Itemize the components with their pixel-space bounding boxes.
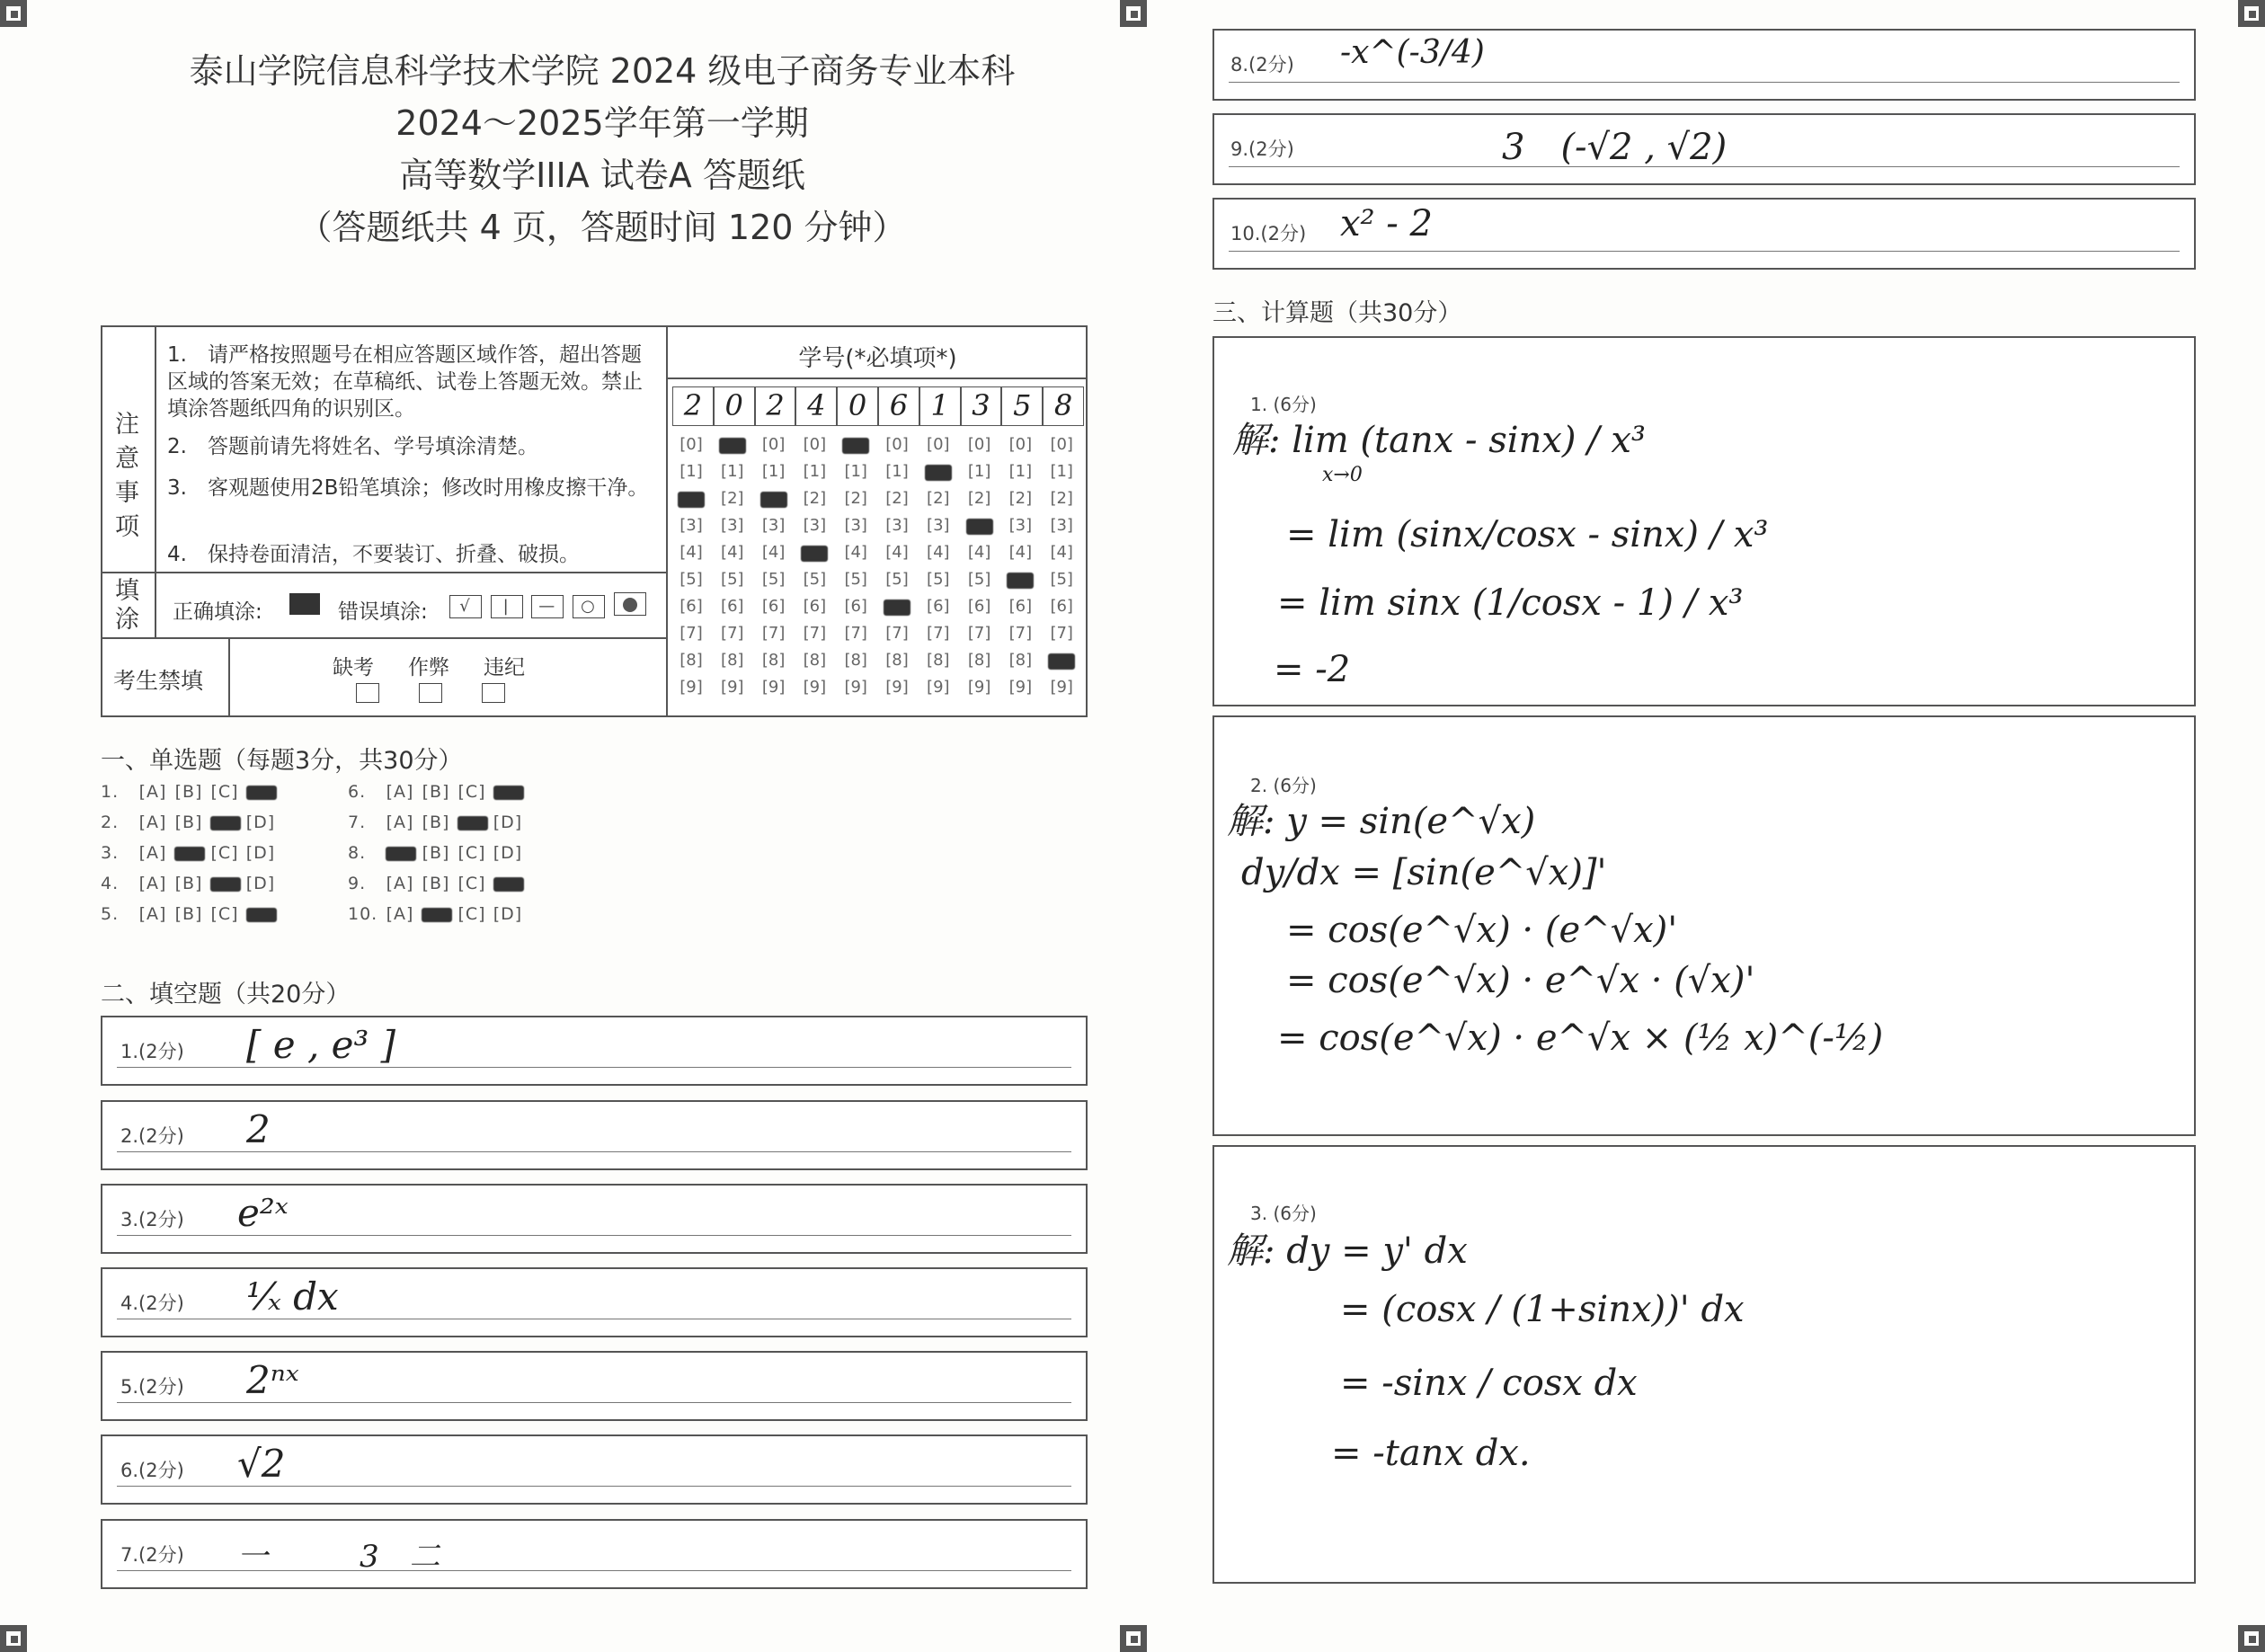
fill-answer-box-7[interactable] — [101, 1519, 1088, 1589]
id-bubble[interactable]: [3] — [1008, 516, 1033, 535]
id-bubble[interactable]: [4] — [885, 543, 909, 562]
mc-option[interactable]: [D] — [245, 874, 276, 893]
notice-item-4: 4. 保持卷面清洁，不要装订、折叠、破损。 — [167, 543, 580, 566]
fill-answer-4: ¹⁄ₓ dx — [246, 1275, 339, 1319]
mc-option-filled[interactable] — [490, 874, 526, 893]
id-bubble[interactable]: [8] — [680, 651, 703, 670]
id-bubble[interactable]: [3] — [844, 516, 867, 535]
id-digit: 0 — [837, 386, 878, 426]
mc-option[interactable]: [C] — [457, 904, 486, 924]
fill-answer-3: e²ˣ — [237, 1191, 289, 1235]
fill-answer-7: 一 3 二 — [237, 1539, 440, 1575]
notice-table — [101, 325, 1088, 717]
id-bubble[interactable]: [0] — [967, 435, 991, 454]
mc-fill-mark — [246, 786, 277, 800]
fill-label-7: 7.(2分) — [120, 1544, 184, 1566]
calc1-step-1: 解: lim (tanx - sinx) / x³ — [1232, 420, 1646, 461]
student-id-digits — [672, 386, 1084, 426]
mc-fill-mark — [457, 816, 488, 830]
semester-line: 2024～2025学年第一学期 — [395, 103, 809, 143]
mc-option[interactable]: [A] — [138, 813, 167, 832]
calc2-step-4: = cos(e^√x) · e^√x · (√x)' — [1286, 960, 1755, 1001]
id-bubble-filled[interactable] — [760, 492, 787, 508]
id-bubble[interactable]: [8] — [721, 651, 744, 670]
id-bubble[interactable]: [9] — [1008, 678, 1033, 697]
id-bubble[interactable]: [9] — [885, 678, 909, 697]
fill-answer-box-1[interactable] — [101, 1016, 1088, 1086]
mc-question-number: 4. — [101, 874, 120, 893]
corner-mark-bottom-left — [0, 1625, 27, 1652]
mc-option[interactable]: [C] — [210, 782, 239, 802]
calc3-step-2: = (cosx / (1+sinx))' dx — [1340, 1289, 1745, 1330]
id-bubble[interactable]: [9] — [680, 678, 703, 697]
fill-answer-6: √2 — [237, 1442, 286, 1486]
wrong-fill-samples: √ | — ○ — [449, 591, 646, 618]
id-bubble[interactable]: [2] — [885, 489, 909, 508]
id-bubble-filled[interactable] — [842, 438, 869, 454]
id-digit: 8 — [1043, 386, 1084, 426]
id-digit: 5 — [1001, 386, 1043, 426]
fill-label-6: 6.(2分) — [120, 1460, 184, 1481]
id-bubble-filled[interactable] — [1007, 573, 1034, 589]
mc-option[interactable]: [C] — [457, 874, 486, 893]
calc2-step-1: 解: y = sin(e^√x) — [1227, 801, 1536, 842]
id-bubble[interactable]: [7] — [1008, 624, 1033, 643]
id-bubble[interactable]: [5] — [803, 570, 827, 589]
section3-title: 三、计算题（共30分） — [1212, 299, 1462, 327]
id-bubble[interactable]: [7] — [761, 624, 786, 643]
mc-option[interactable]: [A] — [138, 782, 167, 802]
fill-answer-10: x² - 2 — [1340, 203, 1433, 244]
id-bubble[interactable]: [5] — [1050, 570, 1073, 589]
mc-option[interactable]: [B] — [174, 813, 203, 832]
id-bubble[interactable]: [0] — [803, 435, 827, 454]
mc-option[interactable]: [D] — [493, 813, 523, 832]
id-bubble[interactable]: [6] — [1008, 597, 1033, 616]
id-bubble[interactable]: [8] — [1008, 651, 1033, 670]
id-bubble[interactable]: [4] — [844, 543, 867, 562]
fill-answer-box-8[interactable] — [1212, 29, 2196, 101]
mc-option-filled[interactable] — [418, 904, 454, 924]
calc3-step-3: = -sinx / cosx dx — [1340, 1363, 1638, 1404]
id-bubble[interactable]: [9] — [967, 678, 991, 697]
violation-checkbox[interactable] — [482, 683, 505, 703]
calc-label-3: 3. (6分) — [1250, 1203, 1317, 1224]
fill-label-2: 2.(2分) — [120, 1125, 184, 1147]
mc-answer-grid[interactable] — [101, 782, 604, 935]
mc-option[interactable]: [A] — [138, 843, 167, 863]
section2-title: 二、填空题（共20分） — [101, 981, 351, 1008]
mc-option-filled[interactable] — [243, 904, 279, 924]
mc-option[interactable]: [B] — [174, 904, 203, 924]
calc3-step-1: 解: dy = y' dx — [1227, 1230, 1468, 1272]
mc-question-row[interactable] — [101, 843, 279, 863]
id-bubble-filled[interactable] — [884, 600, 910, 616]
calc-answer-box-1[interactable] — [1212, 336, 2196, 706]
id-digit: 4 — [795, 386, 837, 426]
id-bubble-filled[interactable] — [801, 546, 828, 562]
mc-fill-mark — [246, 908, 277, 922]
id-bubble[interactable]: [6] — [803, 597, 827, 616]
mc-option[interactable]: [A] — [138, 904, 167, 924]
mc-option-filled[interactable] — [454, 813, 490, 832]
fill-answer-2: 2 — [246, 1107, 271, 1151]
mc-question-row[interactable] — [348, 813, 526, 832]
fill-answer-box-10[interactable] — [1212, 198, 2196, 270]
fill-label-10: 10.(2分) — [1230, 223, 1307, 244]
id-bubble[interactable]: [4] — [761, 543, 786, 562]
mc-option[interactable]: [A] — [386, 782, 414, 802]
id-bubble[interactable]: [1] — [844, 462, 867, 481]
fill-label-5: 5.(2分) — [120, 1376, 184, 1398]
id-bubble[interactable]: [5] — [844, 570, 867, 589]
mc-option[interactable]: [A] — [138, 874, 167, 893]
fill-answer-box-9[interactable] — [1212, 113, 2196, 185]
exam-name: 高等数学IIIA 试卷A 答题纸 — [399, 155, 805, 195]
id-bubble[interactable]: [3] — [721, 516, 744, 535]
mc-question-number: 5. — [101, 904, 120, 924]
calc1-step-1-sub: x→0 — [1322, 464, 1363, 486]
id-bubble[interactable]: [0] — [1008, 435, 1033, 454]
fill-answer-8: -x^(-3/4) — [1340, 34, 1485, 71]
id-bubble[interactable]: [0] — [927, 435, 950, 454]
id-bubble[interactable]: [9] — [1050, 678, 1073, 697]
id-bubble[interactable]: [6] — [761, 597, 786, 616]
id-digit: 2 — [755, 386, 796, 426]
id-bubble[interactable]: [4] — [721, 543, 744, 562]
mc-option[interactable]: [D] — [245, 813, 276, 832]
mc-option[interactable]: [C] — [457, 843, 486, 863]
id-bubble[interactable]: [9] — [761, 678, 786, 697]
mc-option[interactable]: [C] — [457, 782, 486, 802]
id-bubble[interactable]: [7] — [721, 624, 744, 643]
calc1-step-2: = lim (sinx/cosx - sinx) / x³ — [1286, 514, 1769, 555]
id-bubble[interactable]: [0] — [885, 435, 909, 454]
mc-question-row[interactable] — [348, 874, 526, 893]
id-bubble[interactable]: [9] — [844, 678, 867, 697]
id-bubble[interactable]: [2] — [1008, 489, 1033, 508]
id-bubble[interactable]: [3] — [761, 516, 786, 535]
id-bubble[interactable]: [7] — [885, 624, 909, 643]
mc-option[interactable]: [A] — [386, 874, 414, 893]
id-bubble[interactable]: [4] — [967, 543, 991, 562]
id-bubble[interactable]: [2] — [927, 489, 950, 508]
id-bubble[interactable]: [1] — [721, 462, 744, 481]
section1-title: 一、单选题（每题3分，共30分） — [101, 747, 463, 775]
mc-question-row[interactable] — [101, 904, 279, 924]
mc-question-row[interactable] — [348, 782, 526, 802]
notice-item-3: 3. 客观题使用2B铅笔填涂；修改时用橡皮擦干净。 — [167, 476, 649, 500]
id-bubble[interactable]: [1] — [967, 462, 991, 481]
fill-side-label: 填涂 — [115, 577, 139, 634]
id-bubble[interactable]: [2] — [803, 489, 827, 508]
id-bubble[interactable]: [5] — [761, 570, 786, 589]
notice-item-2: 2. 答题前请先将姓名、学号填涂清楚。 — [167, 435, 538, 458]
fill-label-8: 8.(2分) — [1230, 54, 1294, 75]
student-id-bubble-grid[interactable] — [672, 435, 1084, 705]
id-bubble[interactable]: [1] — [761, 462, 786, 481]
mc-fill-mark — [210, 877, 241, 892]
mc-question-number: 6. — [348, 782, 367, 802]
id-bubble[interactable]: [6] — [844, 597, 867, 616]
mc-option[interactable]: [B] — [422, 782, 450, 802]
corner-mark-top-middle — [1120, 0, 1147, 27]
mc-fill-mark — [422, 908, 452, 922]
id-bubble[interactable]: [5] — [680, 570, 703, 589]
id-bubble[interactable]: [7] — [927, 624, 950, 643]
calc1-step-4: = -2 — [1274, 649, 1351, 690]
id-bubble[interactable]: [1] — [1008, 462, 1033, 481]
mc-option[interactable]: [B] — [174, 874, 203, 893]
mc-option[interactable]: [A] — [386, 813, 414, 832]
id-digit: 1 — [919, 386, 961, 426]
id-bubble[interactable]: [2] — [721, 489, 744, 508]
corner-mark-top-right — [2238, 0, 2265, 27]
id-bubble[interactable]: [4] — [680, 543, 703, 562]
calc-answer-box-2[interactable] — [1212, 715, 2196, 1136]
mc-question-number: 10. — [348, 904, 378, 924]
correct-fill-sample — [289, 593, 320, 615]
id-bubble[interactable]: [6] — [1050, 597, 1073, 616]
mc-question-row[interactable] — [101, 782, 279, 802]
id-bubble[interactable]: [3] — [680, 516, 703, 535]
absent-checkbox[interactable] — [356, 683, 379, 703]
corner-mark-top-left — [0, 0, 27, 27]
mc-option[interactable]: [A] — [386, 904, 414, 924]
mc-fill-mark — [210, 816, 241, 830]
id-bubble[interactable]: [7] — [967, 624, 991, 643]
mc-question-number: 1. — [101, 782, 120, 802]
mc-question-row[interactable] — [348, 843, 526, 863]
absent-label: 缺考 — [333, 656, 374, 679]
mc-question-number: 7. — [348, 813, 367, 832]
cheat-label: 作弊 — [408, 656, 449, 679]
corner-mark-bottom-middle — [1120, 1625, 1147, 1652]
mc-option-filled[interactable] — [171, 843, 207, 863]
fill-label-3: 3.(2分) — [120, 1209, 184, 1230]
id-bubble-filled[interactable] — [678, 492, 705, 508]
mc-question-number: 3. — [101, 843, 120, 863]
id-bubble[interactable]: [4] — [927, 543, 950, 562]
correct-fill-label: 正确填涂: — [173, 600, 262, 624]
mc-option[interactable]: [B] — [422, 843, 450, 863]
notice-side-label: 注意事项 — [115, 411, 139, 541]
id-bubble[interactable]: [1] — [680, 462, 703, 481]
mc-option-filled[interactable] — [207, 813, 243, 832]
mc-question-number: 9. — [348, 874, 367, 893]
fill-label-9: 9.(2分) — [1230, 138, 1294, 160]
id-bubble[interactable]: [1] — [885, 462, 909, 481]
id-bubble[interactable]: [3] — [927, 516, 950, 535]
id-bubble-filled[interactable] — [1048, 653, 1075, 670]
id-digit: 0 — [714, 386, 755, 426]
id-bubble[interactable]: [6] — [721, 597, 744, 616]
id-bubble[interactable]: [9] — [803, 678, 827, 697]
calc3-step-4: = -tanx dx. — [1331, 1433, 1531, 1474]
violation-label: 违纪 — [484, 656, 525, 679]
page-title: 泰山学院信息科学技术学院 2024 级电子商务专业本科 — [189, 51, 1016, 91]
calc2-step-2: dy/dx = [sin(e^√x)]' — [1241, 852, 1607, 893]
calc1-step-3: = lim sinx (1/cosx - 1) / x³ — [1277, 582, 1744, 624]
id-bubble[interactable]: [8] — [967, 651, 991, 670]
mc-question-row[interactable] — [101, 813, 279, 832]
id-bubble[interactable]: [7] — [844, 624, 867, 643]
id-bubble[interactable]: [9] — [927, 678, 950, 697]
id-bubble[interactable]: [6] — [967, 597, 991, 616]
wrong-fill-label: 错误填涂: — [338, 600, 428, 624]
id-bubble-filled[interactable] — [925, 465, 952, 481]
mc-option[interactable]: [D] — [493, 904, 523, 924]
id-bubble-filled[interactable] — [966, 519, 993, 535]
id-bubble[interactable]: [1] — [803, 462, 827, 481]
id-bubble[interactable]: [5] — [927, 570, 950, 589]
fill-label-1: 1.(2分) — [120, 1041, 184, 1062]
fill-answer-box-5[interactable] — [101, 1351, 1088, 1421]
id-bubble[interactable]: [8] — [761, 651, 786, 670]
id-bubble[interactable]: [1] — [1050, 462, 1073, 481]
mc-question-row[interactable] — [348, 904, 526, 924]
id-bubble[interactable]: [6] — [927, 597, 950, 616]
fill-answer-5: 2ⁿˣ — [246, 1358, 299, 1402]
id-bubble[interactable]: [8] — [927, 651, 950, 670]
id-bubble[interactable]: [8] — [844, 651, 867, 670]
id-digit: 6 — [878, 386, 919, 426]
mc-option-filled[interactable] — [243, 782, 279, 802]
id-bubble[interactable]: [8] — [885, 651, 909, 670]
mc-option[interactable]: [B] — [174, 782, 203, 802]
id-bubble[interactable]: [5] — [885, 570, 909, 589]
corner-mark-bottom-right — [2238, 1625, 2265, 1652]
mc-question-number: 2. — [101, 813, 120, 832]
id-digit: 2 — [672, 386, 714, 426]
fill-answer-box-6[interactable] — [101, 1434, 1088, 1505]
mc-option[interactable]: [C] — [210, 904, 239, 924]
calc-label-2: 2. (6分) — [1250, 775, 1317, 796]
mc-option-filled[interactable] — [490, 782, 526, 802]
id-bubble[interactable]: [2] — [844, 489, 867, 508]
id-bubble[interactable]: [0] — [1050, 435, 1073, 454]
fill-label-4: 4.(2分) — [120, 1292, 184, 1314]
cheat-checkbox[interactable] — [419, 683, 442, 703]
exam-info: （答题纸共 4 页，答题时间 120 分钟） — [298, 208, 907, 247]
id-bubble[interactable]: [4] — [1008, 543, 1033, 562]
id-bubble[interactable]: [0] — [761, 435, 786, 454]
student-id-title: 学号(*必填项*) — [798, 345, 957, 372]
mc-option-filled[interactable] — [382, 843, 418, 863]
mc-option[interactable]: [B] — [422, 813, 450, 832]
id-bubble[interactable]: [5] — [721, 570, 744, 589]
id-bubble[interactable]: [3] — [803, 516, 827, 535]
mc-question-number: 8. — [348, 843, 367, 863]
id-bubble[interactable]: [2] — [1050, 489, 1073, 508]
id-bubble[interactable]: [6] — [680, 597, 703, 616]
fill-answer-box-4[interactable] — [101, 1267, 1088, 1337]
calc-answer-box-3[interactable] — [1212, 1145, 2196, 1584]
mc-option[interactable]: [B] — [422, 874, 450, 893]
fill-answer-1: [ e , e³ ] — [246, 1023, 396, 1067]
mc-fill-mark — [386, 847, 416, 861]
notice-item-1: 1. 请严格按照题号在相应答题区域作答，超出答题区域的答案无效；在草稿纸、试卷上答题无效。禁止填涂答题纸四角的识别区。 — [167, 343, 643, 421]
calc2-step-3: = cos(e^√x) · (e^√x)' — [1286, 910, 1678, 951]
id-bubble[interactable]: [7] — [803, 624, 827, 643]
fill-answer-box-2[interactable] — [101, 1100, 1088, 1170]
id-bubble[interactable]: [5] — [967, 570, 991, 589]
id-bubble[interactable]: [9] — [721, 678, 744, 697]
mc-option-filled[interactable] — [207, 874, 243, 893]
mc-option[interactable]: [C] — [210, 843, 239, 863]
mc-option[interactable]: [D] — [493, 843, 523, 863]
mc-option[interactable]: [D] — [245, 843, 276, 863]
fill-answer-9: 3 (-√2 , √2) — [1502, 127, 1728, 168]
id-bubble-filled[interactable] — [719, 438, 746, 454]
exam-staff-label: 考生禁填 — [113, 668, 204, 694]
mc-fill-mark — [493, 786, 524, 800]
id-digit: 3 — [961, 386, 1002, 426]
id-bubble[interactable]: [7] — [1050, 624, 1073, 643]
mc-fill-mark — [174, 847, 205, 861]
id-bubble[interactable]: [8] — [803, 651, 827, 670]
calc2-step-5: = cos(e^√x) · e^√x × (½ x)^(-½) — [1277, 1017, 1884, 1059]
id-bubble[interactable]: [4] — [1050, 543, 1073, 562]
mc-question-row[interactable] — [101, 874, 279, 893]
id-bubble[interactable]: [2] — [967, 489, 991, 508]
id-bubble[interactable]: [3] — [1050, 516, 1073, 535]
mc-fill-mark — [493, 877, 524, 892]
calc-label-1: 1. (6分) — [1250, 394, 1317, 415]
id-bubble[interactable]: [7] — [680, 624, 703, 643]
id-bubble[interactable]: [3] — [885, 516, 909, 535]
id-bubble[interactable]: [0] — [680, 435, 703, 454]
fill-answer-box-3[interactable] — [101, 1184, 1088, 1254]
